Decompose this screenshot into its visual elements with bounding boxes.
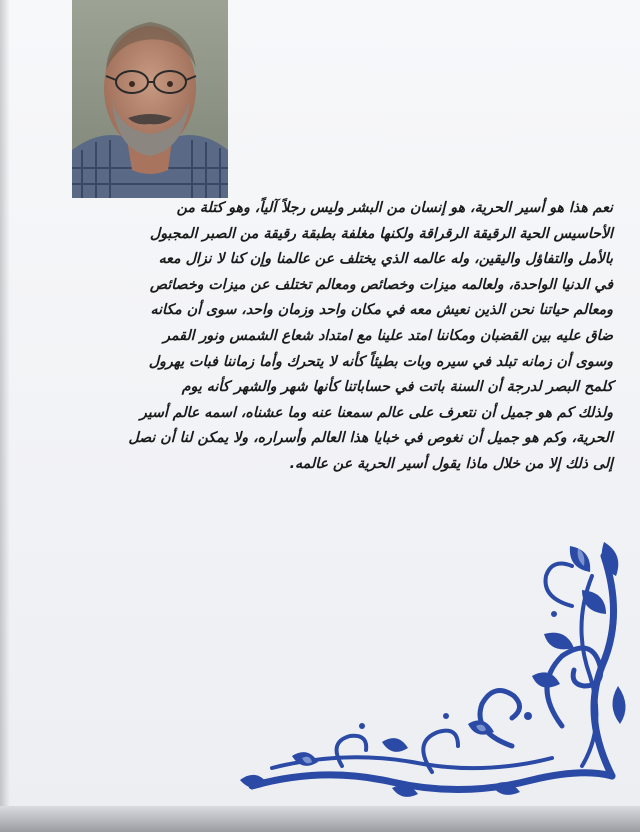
text-line: كلمح البصر لدرجة أن السنة باتت في حساباتنا كأنها شهر والشهر كأنه يوم xyxy=(181,379,613,396)
floral-ornament-icon xyxy=(232,536,632,806)
author-photo xyxy=(72,0,228,198)
book-description xyxy=(95,196,613,478)
text-line: ضاق عليه بين القضبان ومكاننا امتد علينا مع امتداد شعاع الشمس ونور القمر xyxy=(163,327,613,344)
text-line: بالأمل والتفاؤل واليقين، وله عالمه الذي يختلف عن عالمنا وإن كنا لا نزال معه xyxy=(158,251,613,268)
text-line: ومعالم حياتنا نحن الذين نعيش معه في مكان واحد وزمان واحد، سوى أن مكانه xyxy=(150,302,613,319)
spine-shadow xyxy=(0,0,10,832)
text-line: وسوى أن زمانه تبلد في سيره وبات بطيئاً كأنه لا يتحرك وأما زماننا فبات يهرول xyxy=(148,353,613,370)
text-line: في الدنيا الواحدة، ولعالمه ميزات وخصائص ومعالم تختلف عن ميزات وخصائص xyxy=(149,276,613,293)
text-line: الأحاسيس الحية الرقيقة الرقراقة ولكنها مغلفة بطبقة رقيقة من الصبر المجبول xyxy=(149,225,613,242)
page-bottom-edge xyxy=(0,806,640,832)
text-line: ولذلك كم هو جميل أن نتعرف على عالم سمعنا عنه وما عشناه، اسمه عالم أسير xyxy=(139,404,613,421)
text-line: الحرية، وكم هو جميل أن نغوص في خبايا هذا العالم وأسراره، ولا يمكن لنا أن نصل xyxy=(128,430,613,447)
author-portrait-image xyxy=(72,0,228,198)
text-line: نعم هذا هو أسير الحرية، هو إنسان من البشر وليس رجلاً آلياً، وهو كتلة من xyxy=(176,200,613,216)
text-line: إلى ذلك إلا من خلال ماذا يقول أسير الحرية عن عالمه. xyxy=(289,455,613,472)
